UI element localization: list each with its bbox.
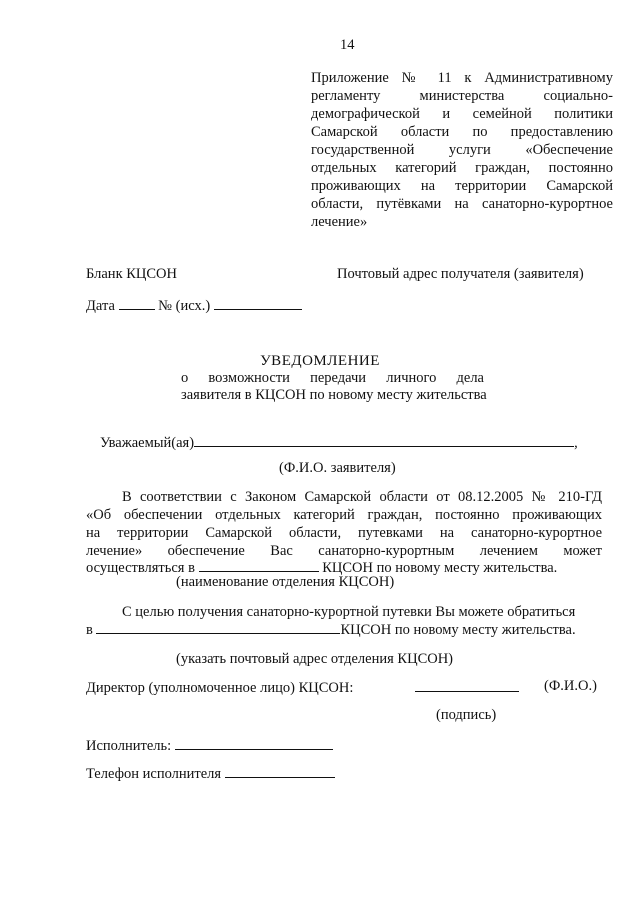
appendix-line: регламенту министерства социально- <box>311 88 613 104</box>
phone-line <box>86 764 335 783</box>
notice-subtitle-line1: о возможности передачи личного дела <box>181 370 484 386</box>
signature-caption: (подпись) <box>436 707 497 723</box>
appendix-line: проживающих на территории Самарской <box>311 178 613 194</box>
page-number: 14 <box>340 37 355 53</box>
date-label: Дата <box>86 298 115 314</box>
appendix-line: демографической и семейной политики <box>311 106 613 122</box>
phone-label: Телефон исполнителя <box>86 766 222 782</box>
appendix-line: отдельных категорий граждан, постоянно <box>311 160 613 176</box>
salutation: Уважаемый(ая) <box>100 435 195 451</box>
paragraph1-line: лечение» обеспечение Вас санаторно-курортным лечением может <box>86 543 602 559</box>
director-fio-label: (Ф.И.О.) <box>544 678 597 694</box>
paragraph2-line1: С целью получения санаторно-курортной путевки Вы можете обратиться <box>122 604 576 620</box>
paragraph1-line: В соответствии с Законом Самарской области от 08.12.2005 № 210-ГД <box>122 489 602 505</box>
executor-label: Исполнитель: <box>86 738 172 754</box>
department-name-field[interactable] <box>199 558 319 572</box>
appendix-line: государственной услуги «Обеспечение <box>311 142 613 158</box>
number-label: № (исх.) <box>158 298 211 314</box>
phone-field[interactable] <box>225 764 335 778</box>
number-field[interactable] <box>214 296 302 310</box>
applicant-name-field[interactable] <box>194 433 574 447</box>
department-name-caption: (наименование отделения КЦСОН) <box>176 574 395 590</box>
appendix-line: области, путёвками на санаторно-курортное <box>311 196 613 212</box>
date-number-line <box>86 296 302 315</box>
blank-label: Бланк КЦСОН <box>86 266 177 282</box>
paragraph1-line: на территории Самарской области, путевками на санаторно-курортное <box>86 525 602 541</box>
paragraph2-line2 <box>86 620 576 639</box>
director-label: Директор (уполномоченное лицо) КЦСОН: <box>86 680 354 696</box>
fio-caption: (Ф.И.О. заявителя) <box>279 460 396 476</box>
paragraph1-last-end: КЦСОН по новому месту жительства. <box>322 560 558 576</box>
appendix-line: Самарской области по предоставлению <box>311 124 613 140</box>
paragraph2-line2-end: КЦСОН по новому месту жительства. <box>340 622 576 638</box>
date-field[interactable] <box>119 296 155 310</box>
paragraph2-line2-start: в <box>86 622 93 638</box>
paragraph1-line: «Об обеспечении отдельных категорий граждан, постоянно проживающих <box>86 507 602 523</box>
director-signature-field[interactable] <box>415 691 519 692</box>
executor-field[interactable] <box>175 736 333 750</box>
notice-subtitle-line2: заявителя в КЦСОН по новому месту жительства <box>181 387 487 403</box>
appendix-line: лечение» <box>311 214 368 230</box>
greeting-comma: , <box>574 435 578 451</box>
department-address-caption: (указать почтовый адрес отделения КЦСОН) <box>176 651 454 667</box>
department-address-field[interactable] <box>96 620 340 634</box>
greeting-line <box>100 433 578 452</box>
executor-line <box>86 736 333 755</box>
appendix-line: Приложение № 11 к Административному <box>311 70 613 86</box>
notice-title: УВЕДОМЛЕНИЕ <box>260 353 380 369</box>
postal-address-label: Почтовый адрес получателя (заявителя) <box>337 266 584 282</box>
paragraph1-last-start: осуществляться в <box>86 560 195 576</box>
